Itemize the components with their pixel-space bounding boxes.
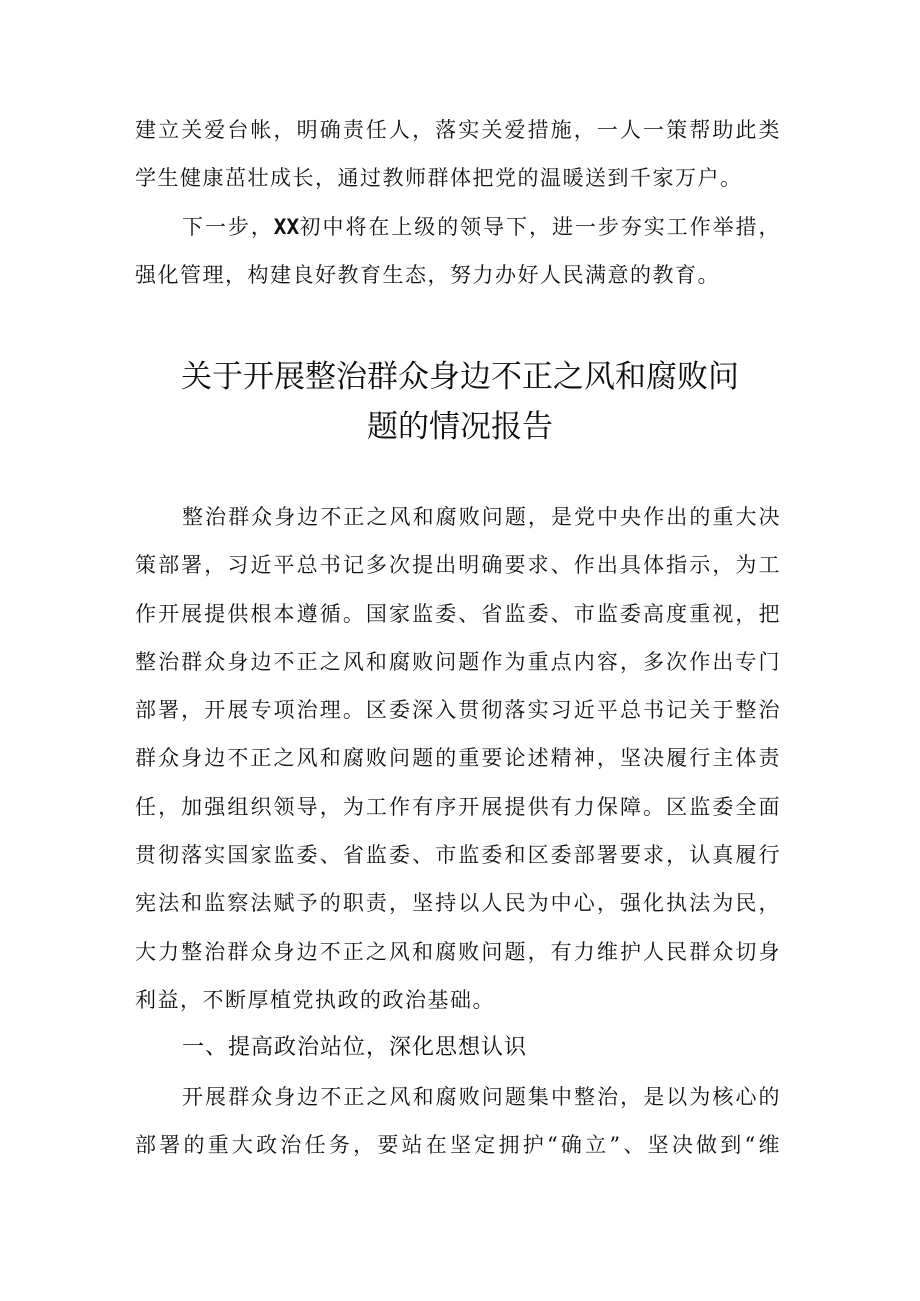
paragraph-line: 大力整治群众身边不正之风和腐败问题，有力维护人民群众切身	[135, 939, 781, 964]
paragraph-line: 利益，不断厚植党执政的政治基础。	[135, 987, 495, 1012]
text-segment: 初中将在上级的领导下，进一步夯实工作举措，	[299, 214, 782, 239]
school-placeholder-name: XX	[273, 214, 300, 239]
paragraph-line: 宪法和监察法赋予的职责，坚持以人民为中心，强化执法为民，	[135, 891, 781, 916]
paragraph-line: 部署的重大政治任务，要站在坚定拥护“确立”、坚决做到“维	[135, 1132, 781, 1157]
paragraph-line: 策部署，习近平总书记多次提出明确要求、作出具体指示，为工	[135, 553, 781, 578]
previous-report-tail	[135, 106, 781, 299]
paragraph-line: 强化管理，构建良好教育生态，努力办好人民满意的教育。	[135, 262, 720, 287]
paragraph-line: 开展群众身边不正之风和腐败问题集中整治，是以为核心的	[182, 1084, 781, 1109]
paragraph-line: 整治群众身边不正之风和腐败问题，是党中央作出的重大决	[182, 505, 781, 529]
paragraph-line: 部署，开展专项治理。区委深入贯彻落实习近平总书记关于整治	[135, 698, 781, 723]
paragraph-line: 建立关爱台帐，明确责任人，落实关爱措施，一人一策帮助此类	[135, 118, 781, 142]
title-line: 题的情况报告	[367, 409, 553, 445]
title-line: 关于开展整治群众身边不正之风和腐败问	[181, 359, 739, 395]
paragraph-line: 作开展提供根本遵循。国家监委、省监委、市监委高度重视，把	[135, 601, 781, 626]
report-body	[135, 493, 781, 1169]
paragraph-line: 贯彻落实国家监委、省监委、市监委和区委部署要求，认真履行	[135, 843, 781, 868]
paragraph-line: 群众身边不正之风和腐败问题的重要论述精神，坚决履行主体责	[135, 746, 781, 771]
paragraph-line: 任，加强组织领导，为工作有序开展提供有力保障。区监委全面	[135, 794, 781, 819]
section-heading: 一、提高政治站位，深化思想认识	[182, 1035, 528, 1061]
paragraph-line: 学生健康茁壮成长，通过教师群体把党的温暖送到千家万户。	[135, 166, 743, 191]
report-title	[60, 352, 860, 452]
text-segment: 下一步，	[182, 214, 274, 239]
paragraph-line: 整治群众身边不正之风和腐败问题作为重点内容，多次作出专门	[135, 649, 781, 674]
paragraph-line-next-step	[135, 203, 781, 251]
